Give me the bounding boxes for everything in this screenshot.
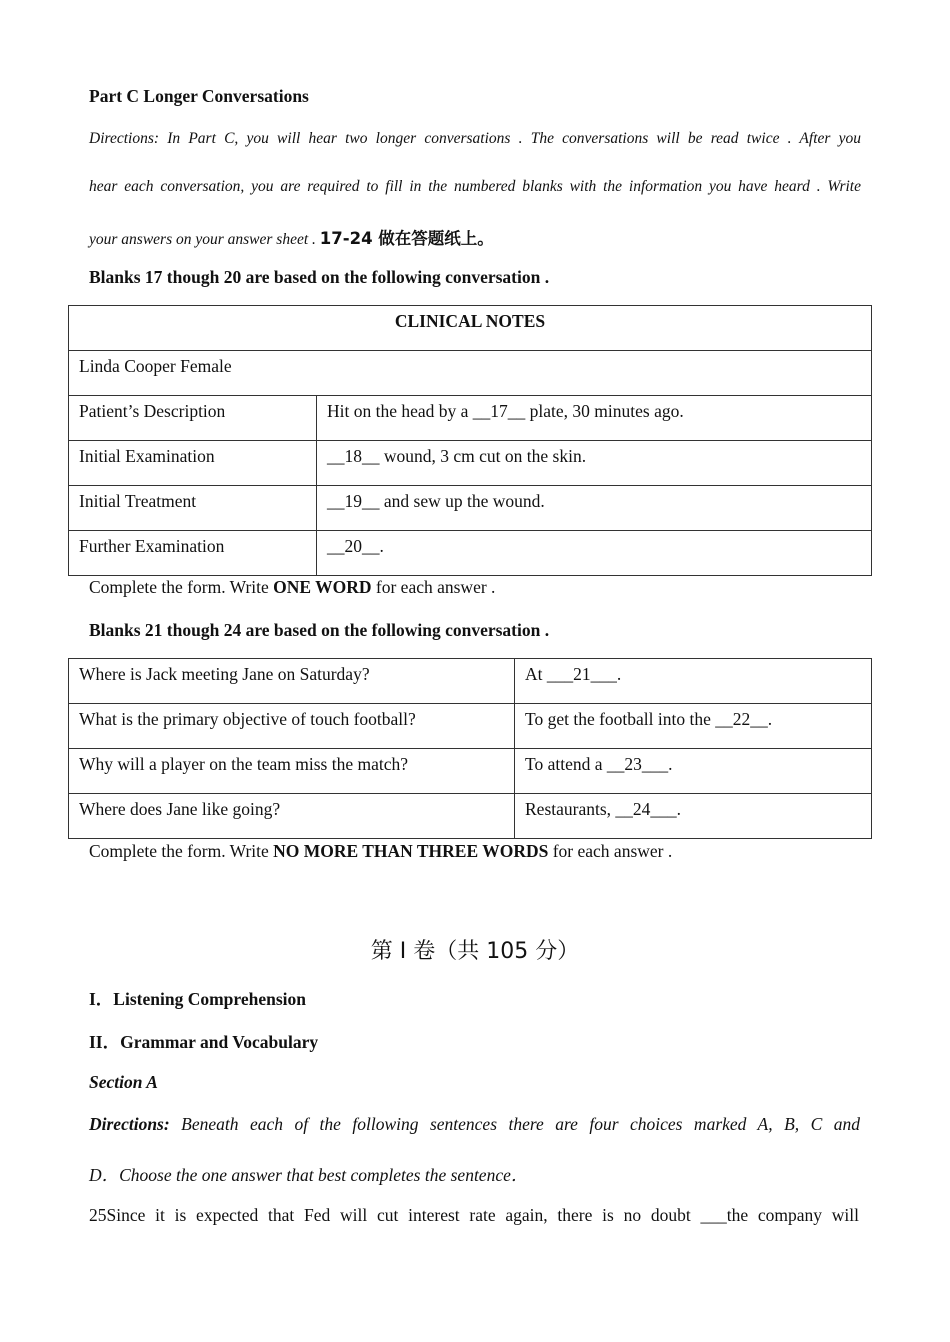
table-row bbox=[69, 441, 872, 486]
directions-label: Directions: bbox=[89, 1114, 170, 1134]
part-c-heading: Part C Longer Conversations bbox=[89, 86, 309, 106]
table-row bbox=[69, 396, 872, 441]
row-answer: At ___21___. bbox=[515, 659, 872, 704]
section-a-directions-line-1 bbox=[89, 1114, 860, 1135]
row-answer: To get the football into the __22__. bbox=[515, 704, 872, 749]
row-value: __20__. bbox=[317, 531, 872, 576]
row-label: Initial Examination bbox=[69, 441, 317, 486]
part-c-directions-note: 17-24 做在答题纸上。 bbox=[319, 229, 494, 248]
section-a-directions-line-2: D．Choose the one answer that best completes the sentence． bbox=[89, 1165, 529, 1185]
table-row bbox=[69, 704, 872, 749]
row-question: What is the primary objective of touch football? bbox=[69, 704, 515, 749]
part-c-directions-line-1: Directions: In Part C, you will hear two longer conversations . The conversations will be read twice . After you bbox=[89, 130, 861, 147]
part-c-directions-line-2: hear each conversation, you are required to fill in the numbered blanks with the information you have heard . Write bbox=[89, 178, 861, 195]
conversation-2-heading: Blanks 21 though 24 are based on the following conversation . bbox=[89, 620, 550, 640]
row-question: Where is Jack meeting Jane on Saturday? bbox=[69, 659, 515, 704]
instruction-text-end: for each answer . bbox=[371, 577, 496, 597]
section-grammar-heading: II．Grammar and Vocabulary bbox=[89, 1032, 319, 1052]
instruction-text-end: for each answer . bbox=[548, 841, 673, 861]
row-question: Where does Jane like going? bbox=[69, 794, 515, 839]
instruction-emphasis: ONE WORD bbox=[273, 577, 372, 597]
instruction-text: Complete the form. Write bbox=[89, 577, 274, 597]
question-25: 25Since it is expected that Fed will cut interest rate again, there is no doubt ___the company will bbox=[89, 1205, 859, 1225]
table-row bbox=[69, 749, 872, 794]
row-question: Why will a player on the team miss the match? bbox=[69, 749, 515, 794]
patient-info: Linda Cooper Female bbox=[69, 351, 872, 396]
row-value: __19__ and sew up the wound. bbox=[317, 486, 872, 531]
row-label: Initial Treatment bbox=[69, 486, 317, 531]
row-value: Hit on the head by a __17__ plate, 30 minutes ago. bbox=[317, 396, 872, 441]
table-row bbox=[69, 659, 872, 704]
instruction-text: Complete the form. Write bbox=[89, 841, 274, 861]
clinical-notes-table bbox=[68, 305, 872, 576]
row-label: Further Examination bbox=[69, 531, 317, 576]
volume-title: 第 I 卷（共 105 分） bbox=[370, 939, 580, 964]
section-a-heading: Section A bbox=[89, 1072, 158, 1092]
row-answer: Restaurants, __24___. bbox=[515, 794, 872, 839]
table-row bbox=[69, 486, 872, 531]
part-c-directions-line-3 bbox=[89, 225, 861, 249]
conversation-2-instruction bbox=[89, 841, 672, 862]
directions-text: Beneath each of the following sentences there are four choices marked A, B, C and bbox=[169, 1114, 860, 1134]
row-value: __18__ wound, 3 cm cut on the skin. bbox=[317, 441, 872, 486]
conversation-2-table bbox=[68, 658, 872, 839]
section-listening-heading: I．Listening Comprehension bbox=[89, 989, 307, 1009]
conversation-1-heading: Blanks 17 though 20 are based on the following conversation . bbox=[89, 267, 550, 287]
clinical-notes-title: CLINICAL NOTES bbox=[69, 306, 872, 351]
table-row bbox=[69, 794, 872, 839]
row-label: Patient’s Description bbox=[69, 396, 317, 441]
conversation-1-instruction bbox=[89, 577, 495, 598]
instruction-emphasis: NO MORE THAN THREE WORDS bbox=[273, 841, 549, 861]
row-answer: To attend a __23___. bbox=[515, 749, 872, 794]
part-c-directions-text: your answers on your answer sheet . bbox=[89, 231, 316, 248]
table-row bbox=[69, 531, 872, 576]
